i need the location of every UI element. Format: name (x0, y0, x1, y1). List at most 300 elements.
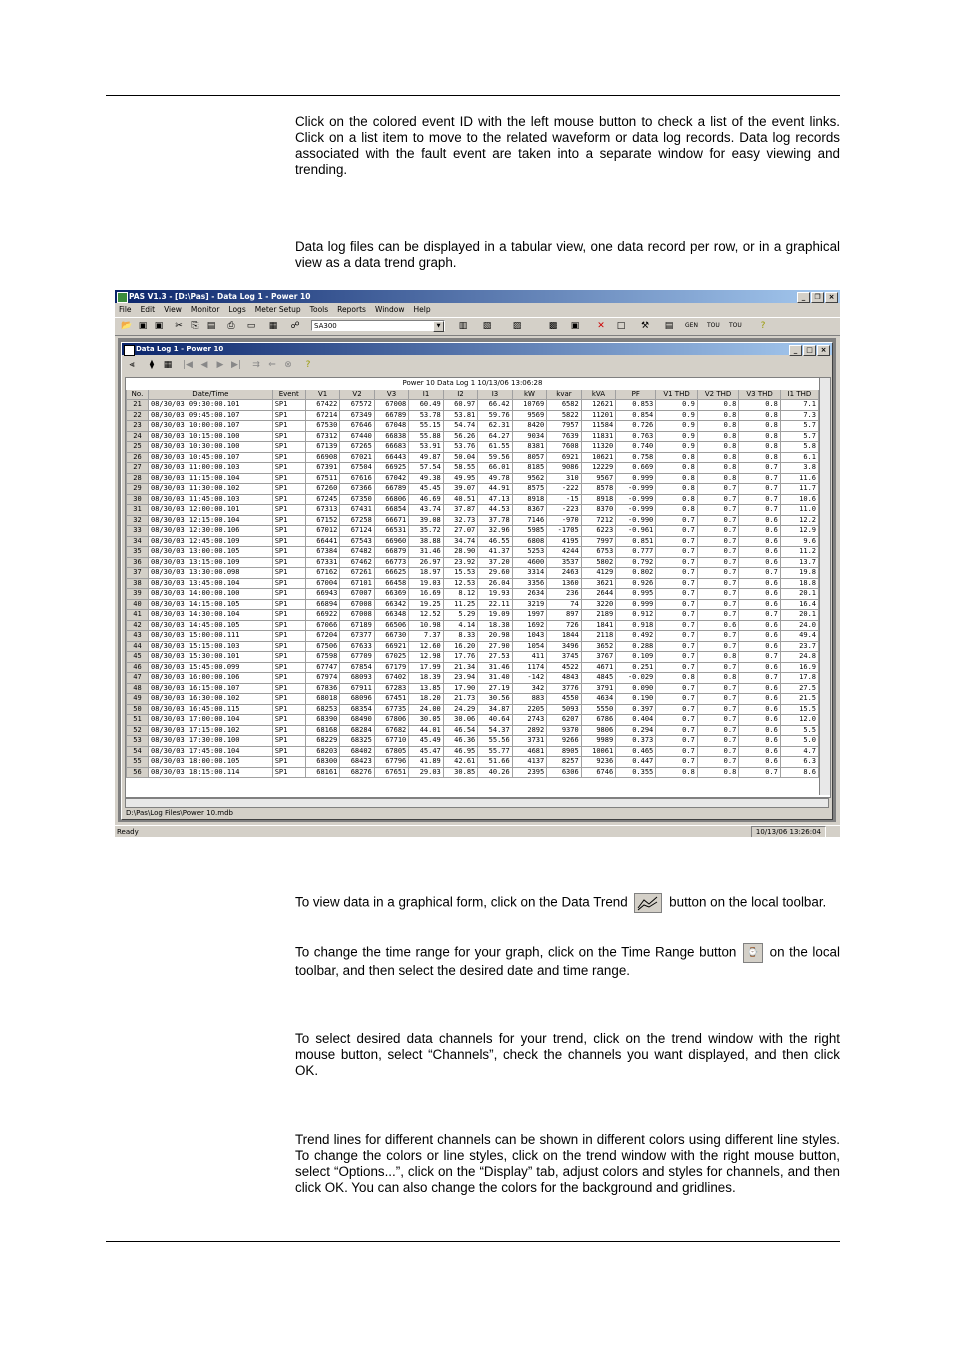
table-cell: 67021 (340, 452, 374, 463)
table-cell: 0.7 (697, 505, 739, 516)
table-row[interactable] (127, 473, 819, 484)
connect-icon[interactable]: ☍ (290, 321, 300, 331)
paragraph-colors: Trend lines for different channels can be shown in different colors using different line styles. To change the colors or line styles, click on the trend window with the right mouse button, select “Options...”, click on the “Display” tab, adjust colors and styles for channels, and then click OK. You can also change the colors for the background and gridlines. (295, 1132, 840, 1195)
export-icon[interactable]: ▤ (664, 321, 674, 331)
table-row[interactable] (127, 421, 819, 432)
table-cell: SP1 (272, 494, 305, 505)
table-row[interactable] (127, 767, 819, 778)
column-header[interactable]: kVA (581, 389, 615, 400)
table-cell: 53.78 (409, 410, 443, 421)
minimize-icon[interactable]: _ (797, 292, 810, 303)
table-cell: 68203 (305, 746, 339, 757)
table-cell: 08/30/03 16:00:00.106 (148, 673, 272, 684)
table-row[interactable] (127, 746, 819, 757)
table-cell: 08/30/03 09:30:00.101 (148, 400, 272, 411)
table-cell: 55.77 (478, 746, 512, 757)
table-cell: 49.4 (780, 631, 818, 642)
table-cell: 0.8 (739, 421, 781, 432)
table-cell: 0.8 (739, 410, 781, 421)
table-cell: 5.0 (780, 736, 818, 747)
frame-icon[interactable]: □ (616, 321, 626, 331)
table-cell: 2205 (512, 704, 546, 715)
table-cell: 6223 (581, 526, 615, 537)
time-range-icon: ⌚ (743, 943, 763, 963)
table-cell: 49.78 (478, 473, 512, 484)
table-cell: 08/30/03 10:00:00.107 (148, 421, 272, 432)
table-cell: 0.6 (739, 641, 781, 652)
table-cell: SP1 (272, 452, 305, 463)
table-row[interactable] (127, 631, 819, 642)
table-cell: 11.7 (780, 484, 818, 495)
table-cell: 08/30/03 15:15:00.103 (148, 641, 272, 652)
table-cell: 31 (127, 505, 149, 516)
menu-tools[interactable]: Tools (309, 305, 329, 314)
table-cell: 0.669 (616, 463, 656, 474)
column-header[interactable]: V2 (340, 389, 374, 400)
column-header[interactable]: V1 (305, 389, 339, 400)
table-cell: 53.91 (409, 442, 443, 453)
tou-icon[interactable]: TOU (707, 322, 720, 329)
table-cell: 59.56 (478, 452, 512, 463)
table-cell: 0.6 (739, 683, 781, 694)
table-cell: 0.7 (739, 568, 781, 579)
gen-icon[interactable]: GEN (685, 322, 698, 329)
chart-icon[interactable]: ▣ (570, 321, 580, 331)
table-cell: 12.60 (409, 641, 443, 652)
table-cell: SP1 (272, 610, 305, 621)
menu-file[interactable]: File (119, 305, 132, 314)
table-row[interactable] (127, 515, 819, 526)
table-cell: 51.66 (478, 757, 512, 768)
table-cell: 41 (127, 610, 149, 621)
local-help-icon[interactable]: ? (305, 360, 311, 370)
table-cell: 3220 (581, 599, 615, 610)
table-cell: 19.09 (478, 610, 512, 621)
table-row[interactable] (127, 463, 819, 474)
table-cell: 9086 (547, 463, 581, 474)
table-row[interactable] (127, 725, 819, 736)
table-cell: 0.7 (656, 547, 698, 558)
table-cell: 46.69 (409, 494, 443, 505)
table-cell: 0.373 (616, 736, 656, 747)
table-cell: 29.03 (409, 767, 443, 778)
table-row[interactable] (127, 757, 819, 768)
vertical-scrollbar[interactable] (819, 378, 830, 795)
table-cell: 0.8 (739, 431, 781, 442)
table-cell: 0.8 (656, 452, 698, 463)
table-cell: 0.7 (697, 589, 739, 600)
table-cell: 08/30/03 11:15:00.104 (148, 473, 272, 484)
table-cell: 66908 (305, 452, 339, 463)
last-record-icon[interactable]: ▶| (231, 360, 241, 370)
table-cell: 6808 (512, 536, 546, 547)
table-cell: SP1 (272, 641, 305, 652)
table-cell: 21.34 (443, 662, 477, 673)
table-row[interactable] (127, 715, 819, 726)
table-row[interactable] (127, 610, 819, 621)
table-cell: 67377 (340, 631, 374, 642)
table-cell: 12621 (581, 400, 615, 411)
table-row[interactable] (127, 599, 819, 610)
table-cell: 49 (127, 694, 149, 705)
table-cell: 8381 (512, 442, 546, 453)
table-cell: SP1 (272, 547, 305, 558)
tou2-icon[interactable]: TOU (729, 322, 742, 329)
options-icon[interactable]: ▦ (163, 360, 173, 370)
table-cell: SP1 (272, 715, 305, 726)
table-cell: 30.56 (478, 694, 512, 705)
copy-icon[interactable]: ⎘ (191, 321, 199, 331)
table-cell: 67530 (305, 421, 339, 432)
table-row[interactable] (127, 589, 819, 600)
menu-monitor[interactable]: Monitor (190, 305, 220, 314)
table-row[interactable] (127, 484, 819, 495)
table-row[interactable] (127, 568, 819, 579)
table-cell: 12.2 (780, 515, 818, 526)
table-cell: 6306 (547, 767, 581, 778)
monitor-icon[interactable]: ▧ (482, 321, 492, 331)
table-cell: 3621 (581, 578, 615, 589)
back-icon[interactable]: ⇐ (268, 360, 276, 370)
table-cell: SP1 (272, 767, 305, 778)
menu-logs[interactable]: Logs (228, 305, 246, 314)
table-cell: 4137 (512, 757, 546, 768)
table-row[interactable] (127, 704, 819, 715)
table-cell: 0.7 (697, 578, 739, 589)
table-cell: 18.20 (409, 694, 443, 705)
cut-icon[interactable]: ✂ (175, 321, 183, 331)
column-header[interactable]: kvar (547, 389, 581, 400)
table-cell: 4634 (581, 694, 615, 705)
table-cell: 0.8 (697, 463, 739, 474)
table-cell: 24.0 (780, 620, 818, 631)
table-row[interactable] (127, 683, 819, 694)
column-header[interactable]: V2 THD (697, 389, 739, 400)
table-cell: 2634 (512, 589, 546, 600)
table-cell: 6.1 (780, 452, 818, 463)
table-cell: 61.55 (478, 442, 512, 453)
table-row[interactable] (127, 652, 819, 663)
preview-icon[interactable]: ▭ (246, 321, 256, 331)
table-cell: 66838 (374, 431, 408, 442)
table-cell: 0.9 (656, 410, 698, 421)
table-cell: 16.69 (409, 589, 443, 600)
table-cell: 67710 (374, 736, 408, 747)
menu-edit[interactable]: Edit (140, 305, 156, 314)
table-icon[interactable]: ▥ (458, 321, 468, 331)
table-caption: Power 10 Data Log 1 10/13/06 13:06:28 (127, 379, 819, 390)
table-cell: 67805 (374, 746, 408, 757)
table-cell: 67598 (305, 652, 339, 663)
paste-icon[interactable]: ▤ (206, 321, 216, 331)
menu-help[interactable]: Help (413, 305, 431, 314)
site-combo[interactable] (311, 320, 445, 331)
menu-window[interactable]: Window (374, 305, 405, 314)
table-row[interactable] (127, 494, 819, 505)
table-cell: 9569 (512, 410, 546, 421)
paragraph-event-links: Click on the colored event ID with the left mouse button to check a list of the event links. Click on a list item to move to the related waveform or data log records. Data log records associated with the fault event are taken into a separate window for easy viewing and trending. (295, 114, 840, 177)
table-cell: 54.37 (478, 725, 512, 736)
table-cell: 0.7 (697, 694, 739, 705)
table-row[interactable] (127, 410, 819, 421)
table-cell: 38 (127, 578, 149, 589)
monitor2-icon[interactable]: ▨ (512, 321, 522, 331)
table-cell: 08/30/03 14:30:00.104 (148, 610, 272, 621)
table-cell: 52 (127, 725, 149, 736)
delete-icon[interactable]: ✕ (597, 321, 605, 331)
table-cell: 42 (127, 620, 149, 631)
table-row[interactable] (127, 694, 819, 705)
table-cell: 45 (127, 652, 149, 663)
table-cell: 883 (512, 694, 546, 705)
table-cell: 60.97 (443, 400, 477, 411)
table-cell: 4195 (547, 536, 581, 547)
table-row[interactable] (127, 536, 819, 547)
table-cell: 59.76 (478, 410, 512, 421)
table-cell: 236 (547, 589, 581, 600)
data-log-grid (125, 377, 831, 798)
table-cell: 08/30/03 12:15:00.104 (148, 515, 272, 526)
column-header[interactable]: PF (616, 389, 656, 400)
table-cell: 32 (127, 515, 149, 526)
table-cell: 0.7 (739, 673, 781, 684)
table-cell: 55.15 (409, 421, 443, 432)
table-cell: 0.6 (739, 757, 781, 768)
table-cell: 0.7 (697, 704, 739, 715)
data-trend-icon[interactable]: ⫷ (129, 360, 135, 370)
table-cell: 11831 (581, 431, 615, 442)
table-row[interactable] (127, 452, 819, 463)
table-cell: 4681 (512, 746, 546, 757)
table-cell: 27.90 (478, 641, 512, 652)
table-cell: 0.8 (697, 473, 739, 484)
table-cell: 0.8 (656, 505, 698, 516)
column-header[interactable]: Date/Time (148, 389, 272, 400)
table-cell: 16.20 (443, 641, 477, 652)
table-cell: 0.8 (697, 442, 739, 453)
table-row[interactable] (127, 673, 819, 684)
save-icon[interactable]: ▣ (138, 321, 148, 331)
table-cell: 44.53 (478, 505, 512, 516)
table-cell: 11.2 (780, 547, 818, 558)
table-cell: 1360 (547, 578, 581, 589)
table-cell: 0.9 (656, 421, 698, 432)
table-row[interactable] (127, 547, 819, 558)
table-cell: 8185 (512, 463, 546, 474)
table-cell: 0.7 (656, 631, 698, 642)
table-cell: 0.8 (697, 410, 739, 421)
column-header[interactable]: I1 THD (780, 389, 818, 400)
table-cell: 49.87 (409, 452, 443, 463)
table-cell: 8367 (512, 505, 546, 516)
next-record-icon[interactable]: ▶ (216, 360, 224, 370)
menu-view[interactable]: View (164, 305, 182, 314)
table-cell: SP1 (272, 620, 305, 631)
table-cell: 43.74 (409, 505, 443, 516)
table-cell: -0.999 (616, 494, 656, 505)
column-header[interactable]: V3 (374, 389, 408, 400)
column-header[interactable]: V3 THD (739, 389, 781, 400)
table-cell: 08/30/03 12:45:00.109 (148, 536, 272, 547)
table-cell: 0.7 (697, 557, 739, 568)
table-cell: 67482 (340, 547, 374, 558)
table-cell: 6786 (581, 715, 615, 726)
table-row[interactable] (127, 442, 819, 453)
table-cell: 19.8 (780, 568, 818, 579)
table-cell: 08/30/03 13:15:00.109 (148, 557, 272, 568)
table-cell: 31.46 (478, 662, 512, 673)
column-header[interactable]: Event (272, 389, 305, 400)
child-title: Data Log 1 - Power 10 (136, 345, 224, 353)
table-cell: 46.55 (478, 536, 512, 547)
column-header[interactable]: I1 (409, 389, 443, 400)
table-cell: 67245 (305, 494, 339, 505)
graph-icon[interactable]: ▩ (548, 321, 558, 331)
table-cell: 0.7 (739, 652, 781, 663)
table-cell: 3767 (581, 652, 615, 663)
table-cell: 08/30/03 10:45:00.107 (148, 452, 272, 463)
table-row[interactable] (127, 431, 819, 442)
table-row[interactable] (127, 505, 819, 516)
table-row[interactable] (127, 400, 819, 411)
properties-icon[interactable]: ▦ (268, 321, 278, 331)
table-cell: SP1 (272, 578, 305, 589)
table-cell: 4522 (547, 662, 581, 673)
table-cell: 10.98 (409, 620, 443, 631)
child-minimize-icon[interactable]: _ (789, 345, 802, 356)
column-header[interactable]: I2 (443, 389, 477, 400)
table-cell: 9266 (547, 736, 581, 747)
table-cell: 10769 (512, 400, 546, 411)
table-cell: 24.8 (780, 652, 818, 663)
table-cell: 0.6 (739, 589, 781, 600)
table-cell: SP1 (272, 463, 305, 474)
table-cell: 27.07 (443, 526, 477, 537)
table-cell: 08/30/03 14:45:00.105 (148, 620, 272, 631)
table-cell: 0.447 (616, 757, 656, 768)
table-cell: 66894 (305, 599, 339, 610)
table-cell: 7146 (512, 515, 546, 526)
table-cell: 6207 (547, 715, 581, 726)
table-cell: 08/30/03 10:15:00.100 (148, 431, 272, 442)
print-icon[interactable]: ⎙ (227, 321, 235, 331)
table-cell: 67313 (305, 505, 339, 516)
table-cell: 0.918 (616, 620, 656, 631)
menu-reports[interactable]: Reports (337, 305, 366, 314)
table-cell: 3745 (547, 652, 581, 663)
open-icon[interactable]: 📂 (121, 321, 133, 331)
table-cell: SP1 (272, 557, 305, 568)
table-cell: 67008 (340, 610, 374, 621)
table-cell: 67214 (305, 410, 339, 421)
chevron-down-icon[interactable]: ▼ (433, 321, 444, 332)
column-header[interactable]: I3 (478, 389, 512, 400)
table-cell: 0.7 (739, 505, 781, 516)
table-cell: 66943 (305, 589, 339, 600)
column-header[interactable]: V1 THD (656, 389, 698, 400)
menu-meter-setup[interactable]: Meter Setup (254, 305, 301, 314)
table-row[interactable] (127, 641, 819, 652)
table-cell: 67012 (305, 526, 339, 537)
status-clock: 10/13/06 13:26:04 (751, 826, 826, 837)
table-cell: 67422 (305, 400, 339, 411)
table-cell: 8057 (512, 452, 546, 463)
table-cell: 68161 (305, 767, 339, 778)
table-row[interactable] (127, 557, 819, 568)
save-all-icon[interactable]: ▣ (154, 321, 164, 331)
table-cell: 67543 (340, 536, 374, 547)
link-icon[interactable]: ⇉ (252, 360, 260, 370)
table-cell: 13.85 (409, 683, 443, 694)
child-maximize-icon[interactable]: □ (803, 345, 816, 356)
table-row[interactable] (127, 736, 819, 747)
table-cell: 08/30/03 15:45:00.099 (148, 662, 272, 673)
table-cell: 67974 (305, 673, 339, 684)
table-cell: 08/30/03 16:15:00.107 (148, 683, 272, 694)
first-record-icon[interactable]: |◀ (183, 360, 193, 370)
table-cell: 56 (127, 767, 149, 778)
table-cell: 17.8 (780, 673, 818, 684)
table-cell: 0.251 (616, 662, 656, 673)
stop-icon[interactable]: ⊗ (284, 360, 292, 370)
menu-bar (115, 303, 840, 316)
table-cell: 0.7 (697, 494, 739, 505)
table-cell: SP1 (272, 757, 305, 768)
table-cell: 23.7 (780, 641, 818, 652)
close-icon[interactable]: × (825, 292, 838, 303)
table-cell: 08/30/03 11:00:00.103 (148, 463, 272, 474)
table-cell: 0.6 (739, 715, 781, 726)
table-cell: 9.6 (780, 536, 818, 547)
table-cell: SP1 (272, 568, 305, 579)
table-cell: 45.47 (409, 746, 443, 757)
help-icon[interactable]: ? (760, 321, 766, 331)
child-close-icon[interactable]: × (817, 345, 830, 356)
table-cell: 0.763 (616, 431, 656, 442)
table-row[interactable] (127, 620, 819, 631)
table-row[interactable] (127, 662, 819, 673)
table-cell: 44.91 (478, 484, 512, 495)
table-cell: 67152 (305, 515, 339, 526)
prev-record-icon[interactable]: ◀ (200, 360, 208, 370)
table-cell: 60.49 (409, 400, 443, 411)
column-header[interactable]: No. (127, 389, 149, 400)
table-cell: 0.6 (739, 599, 781, 610)
table-cell: 67004 (305, 578, 339, 589)
table-cell: 67854 (340, 662, 374, 673)
table-cell: 66369 (374, 589, 408, 600)
table-cell: 12.52 (409, 610, 443, 621)
restore-icon[interactable]: ❐ (811, 292, 824, 303)
table-cell: 0.758 (616, 452, 656, 463)
table-row[interactable] (127, 578, 819, 589)
table-cell: 50 (127, 704, 149, 715)
tool-icon[interactable]: ⚒ (640, 321, 650, 331)
table-cell: 0.7 (656, 652, 698, 663)
column-header[interactable]: kW (512, 389, 546, 400)
table-cell: 27.53 (478, 652, 512, 663)
filter-icon[interactable]: ⧫ (149, 360, 155, 370)
paragraph-time-range (295, 943, 840, 979)
horizontal-scrollbar[interactable] (125, 798, 829, 808)
table-cell: 34.74 (443, 536, 477, 547)
table-row[interactable] (127, 526, 819, 537)
table-cell: 0.7 (656, 515, 698, 526)
top-rule (106, 95, 840, 96)
table-cell: 3537 (547, 557, 581, 568)
table-cell: 0.7 (656, 694, 698, 705)
table-cell: SP1 (272, 589, 305, 600)
